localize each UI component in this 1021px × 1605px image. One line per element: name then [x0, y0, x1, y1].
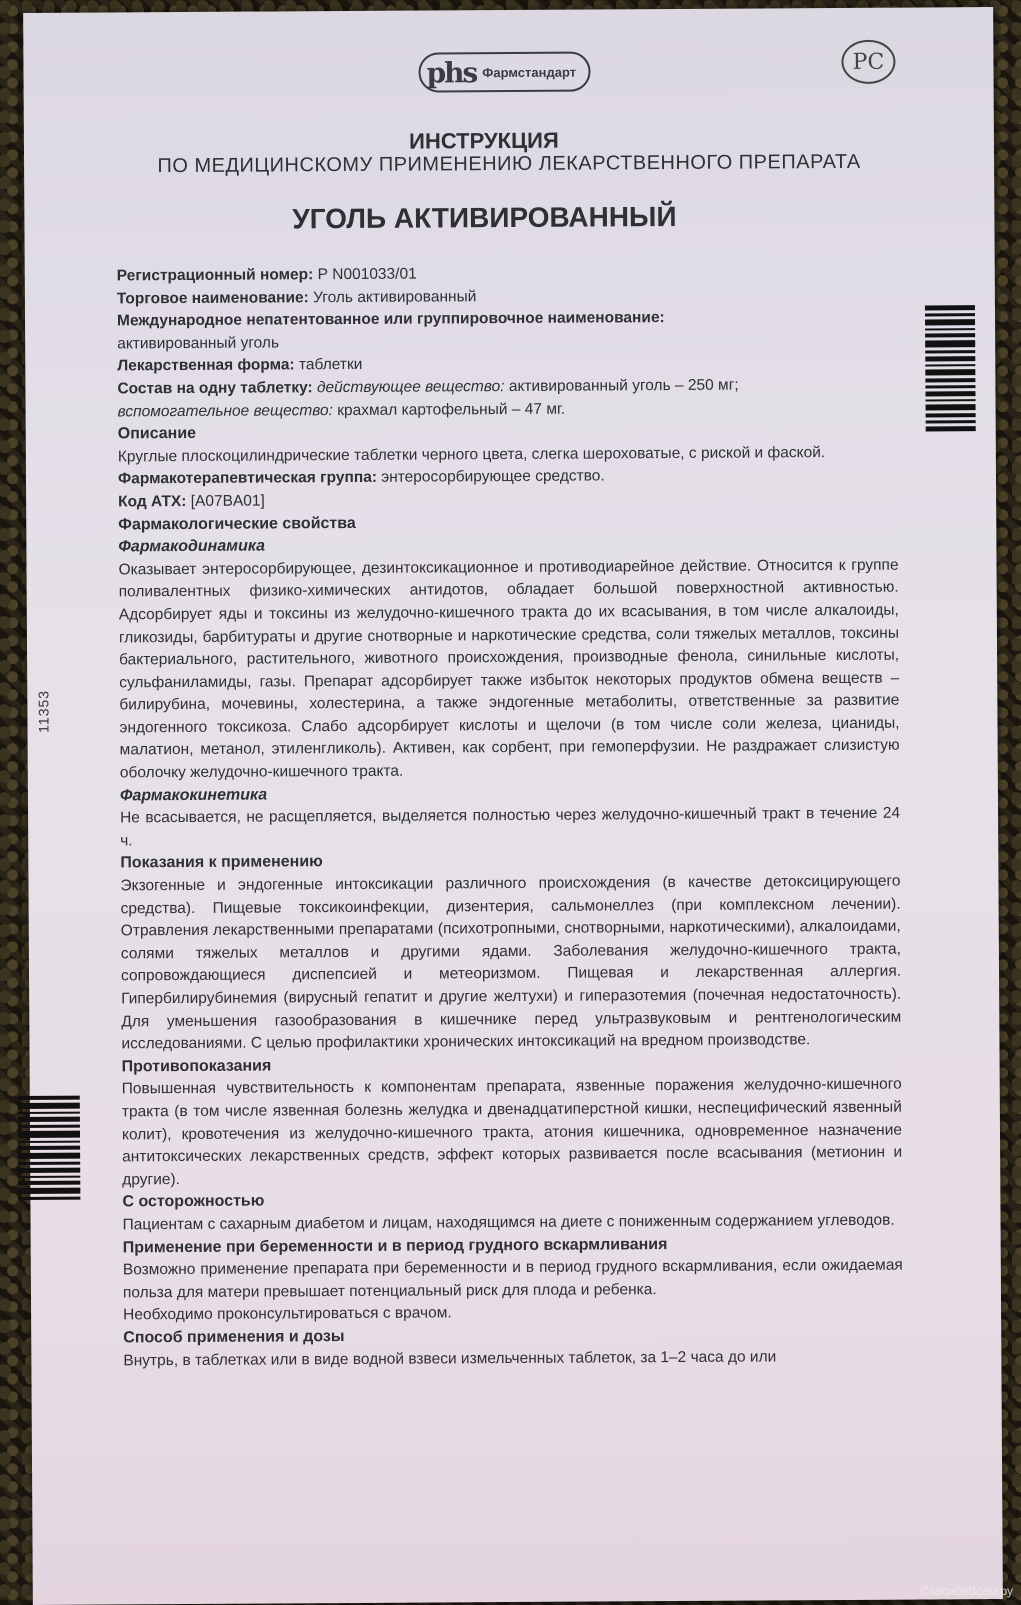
right-edge-barcode: [925, 305, 976, 434]
active-substance-value: активированный уголь – 250 мг;: [504, 376, 739, 396]
logo-brand: Фармстандарт: [482, 64, 577, 80]
form-value: таблетки: [294, 356, 363, 374]
reg-value: Р N001033/01: [313, 265, 417, 284]
inn-label: Международное непатентованное или группировочное наименование:: [116, 309, 665, 330]
trade-value: Уголь активированный: [308, 287, 477, 306]
pregnancy-heading: Применение при беременности и в период грудного вскармливания: [122, 1235, 668, 1256]
auxiliary-substance-label: вспомогательное вещество:: [117, 401, 333, 420]
document-subtitle: ПО МЕДИЦИНСКОМУ ПРИМЕНЕНИЮ ЛЕКАРСТВЕННОГО ПРЕПАРАТА: [157, 150, 861, 178]
leaflet-body: [117, 261, 904, 1373]
composition-row: [117, 374, 897, 424]
contraindications-text: Повышенная чувствительность к компонентам препарата, язвенные поражения желудочно-кишечного тракта (в том числе язвенная болезнь желудка и двенадцатиперстной кишки, неспецифический язвенный колит), кровотечения из желудочно-кишечного тракта, атония кишечника, одновременное назначение антитоксических лекарственных средств, эффект которых развивается после всасывания (метионин и другие).: [121, 1076, 903, 1189]
logo-mark: phs: [426, 55, 477, 90]
composition-label: Состав на одну таблетку:: [117, 379, 313, 398]
reg-label: Регистрационный номер:: [116, 266, 314, 285]
indications-text: Экзогенные и эндогенные интоксикации различного происхождения (в качестве детоксицирующего средства). Пищевые токсикоинфекции, дизентерия, сальмонеллез (при комплексном лечении). Отравления лекарственными препаратами (психотропными, снотворными, наркотическими), алкалоидами, солями тяжелых металлов и другими ядами. Заболевания желудочно-кишечного тракта, сопровождающиеся диспепсией и метеоризмом. Пищевая и лекарственная аллергия. Гипербилирубинемия (вирусный гепатит и другие желтухи) и гиперазотемия (почечная недостаточность). Для уменьшения газообразования в кишечнике перед ультразвуковым и рентгенологическим исследованиями. С целью профилактики хронических интоксикаций на вредном производстве.: [120, 872, 902, 1053]
form-label: Лекарственная форма:: [117, 356, 295, 375]
document-title: ИНСТРУКЦИЯ: [409, 127, 559, 154]
caution-heading: С осторожностью: [122, 1192, 265, 1211]
description-heading: Описание: [117, 425, 197, 443]
trade-label: Торговое наименование:: [116, 288, 309, 308]
site-watermark: СпасибоВсем.ру: [920, 1584, 1013, 1598]
dosage-text: Внутрь, в таблетках или в виде водной взвеси измельченных таблеток, за 1–2 часа до или: [123, 1347, 777, 1369]
pharm-group-value: энтеросорбирующее средство.: [376, 467, 605, 487]
active-substance-label: действующее вещество:: [312, 378, 505, 397]
drug-name: УГОЛЬ АКТИВИРОВАННЫЙ: [292, 200, 677, 235]
pregnancy-text: Возможно применение препарата при беременности и в период грудного вскармливания, если ожидаемая польза для матери превышает потенциальный риск для плода и ребенка.: [122, 1256, 903, 1302]
indications-heading: Показания к применению: [120, 853, 323, 872]
contraindications-heading: Противопоказания: [121, 1057, 272, 1076]
pharmacokinetics-heading: Фармакокинетика: [119, 786, 268, 805]
side-code-number: 11353: [35, 689, 52, 733]
dosage-heading: Способ применения и дозы: [123, 1327, 345, 1347]
pharmacodynamics-heading: Фармакодинамика: [118, 537, 266, 556]
pharm-group-label: Фармакотерапевтическая группа:: [117, 469, 378, 488]
pharmacodynamics-text: Оказывает энтеросорбирующее, дезинтоксикационное и противодиарейное действие. Относится к группе поливалентных физико-химических антидотов, обладает большой поверхностной активностью. Адсорбирует яды и токсины из желудочно-кишечного тракта до их всасывания, в том числе алкалоиды, гликозиды, барбитураты и другие снотворные и наркотические средства, соли тяжелых металлов, токсины бактериального, растительного, животного происхождения, производные фенола, синильные кислоты, сульфаниламиды, газы. Препарат адсорбирует также избыток некоторых продуктов обмена веществ – билирубина, мочевины, холестерина, а также эндогенные метаболиты, ответственные за развитие эндогенного токсикоза. Слабо адсорбирует кислоты и щелочи (в том числе соли железа, цианиды, малатион, метанол, этиленгликоль). Активен, как сорбент, при гемоперфузии. Не раздражает слизистую оболочку желудочно-кишечного тракта.: [118, 556, 900, 782]
left-edge-barcode: [18, 1096, 81, 1203]
pregnancy-consult-text: Необходимо проконсультироваться с врачом.: [123, 1304, 452, 1324]
caution-text: Пациентам с сахарным диабетом и лицам, находящимся на диете с пониженным содержанием углеводов.: [122, 1211, 895, 1234]
pharmstandard-logo: [418, 52, 590, 93]
pharmacokinetics-text: Не всасывается, не расщепляется, выделяется полностью через желудочно-кишечный тракт в течение 24 ч.: [120, 804, 901, 850]
atc-label: Код АТХ:: [118, 492, 187, 511]
auxiliary-substance-value: крахмал картофельный – 47 мг.: [332, 400, 566, 419]
properties-heading: Фармакологические свойства: [118, 514, 356, 533]
description-text: Круглые плоскоцилиндрические таблетки черного цвета, слегка шероховатые, с риской и фаской.: [117, 443, 826, 466]
inn-value: активированный уголь: [117, 334, 280, 353]
atc-value: [A07BA01]: [186, 492, 265, 510]
instruction-leaflet: [23, 7, 1003, 1605]
certification-mark: РС: [841, 40, 895, 84]
